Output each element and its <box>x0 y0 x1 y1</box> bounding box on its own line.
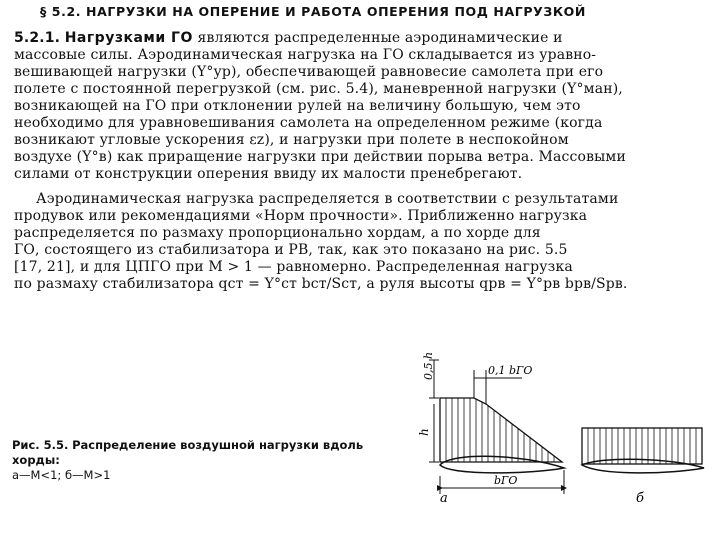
text-line: ГО, состоящего из стабилизатора и РВ, так, как это показано на рис. 5.5 <box>14 242 568 258</box>
dim-05h: 0,5 h <box>422 351 435 380</box>
airfoil-b <box>582 459 704 473</box>
text-line: по размаху стабилизатора qст = Y°ст bст/Sст, а руля высоты qрв = Y°рв bрв/Sрв. <box>14 276 628 292</box>
figure-caption <box>12 438 402 483</box>
caption-label: Рис. 5.5. <box>12 438 69 452</box>
hatching-b <box>588 428 696 464</box>
text-line: Аэродинамическая нагрузка распределяется в соответствии с результатами <box>36 191 619 207</box>
text-line: [17, 21], и для ЦПГО при M > 1 — равномерно. Распределенная нагрузка <box>14 259 573 275</box>
caption-text-2: хорды: <box>12 453 60 467</box>
text-line: силами от конструкции оперения ввиду их малости пренебрегают. <box>14 166 523 182</box>
label-b: б <box>636 491 644 506</box>
section-title-word: Нагрузками ГО <box>64 30 193 46</box>
label-a: а <box>440 491 448 506</box>
section-number: 5.2.1. <box>14 30 61 46</box>
hatching-a <box>446 398 554 462</box>
dim-01b: 0,1 bГО <box>488 364 533 377</box>
dim-b: bГО <box>494 474 518 487</box>
text-line: полете с постоянной перегрузкой (см. рис. 5.4), маневренной нагрузки (Y°ман), <box>14 81 623 97</box>
caption-text-3: а—M<1; б—M>1 <box>12 468 111 482</box>
dim-h: h <box>417 428 431 436</box>
section-first-line-rest: являются распределенные аэродинамические и <box>192 30 563 46</box>
caption-text-1: Распределение воздушной нагрузки вдоль <box>72 438 364 452</box>
text-line: массовые силы. Аэродинамическая нагрузка на ГО складывается из уравно- <box>14 47 597 63</box>
text-line: возникающей на ГО при отклонении рулей на величину большую, чем это <box>14 98 581 114</box>
text-line: необходимо для уравновешивания самолета на определенном режиме (когда <box>14 115 603 131</box>
text-line: продувок или рекомендациями «Норм прочности». Приближенно нагрузка <box>14 208 588 224</box>
panel-b <box>582 428 704 473</box>
airfoil-a <box>440 456 564 473</box>
chord-load-figure <box>412 340 712 540</box>
text-line: распределяется по размаху пропорционально хордам, а по хорде для <box>14 225 541 241</box>
section-header: § 5.2. НАГРУЗКИ НА ОПЕРЕНИЕ И РАБОТА ОПЕРЕНИЯ ПОД НАГРУЗКОЙ <box>40 4 586 19</box>
text-line: вешивающей нагрузки (Y°ур), обеспечивающей равновесие самолета при его <box>14 64 604 80</box>
text-line: возникают угловые ускорения εz), и нагрузки при полете в неспокойном <box>14 132 569 148</box>
text-line: воздухе (Y°в) как приращение нагрузки при действии порыва ветра. Массовыми <box>14 149 626 165</box>
section-first-line <box>14 30 714 47</box>
